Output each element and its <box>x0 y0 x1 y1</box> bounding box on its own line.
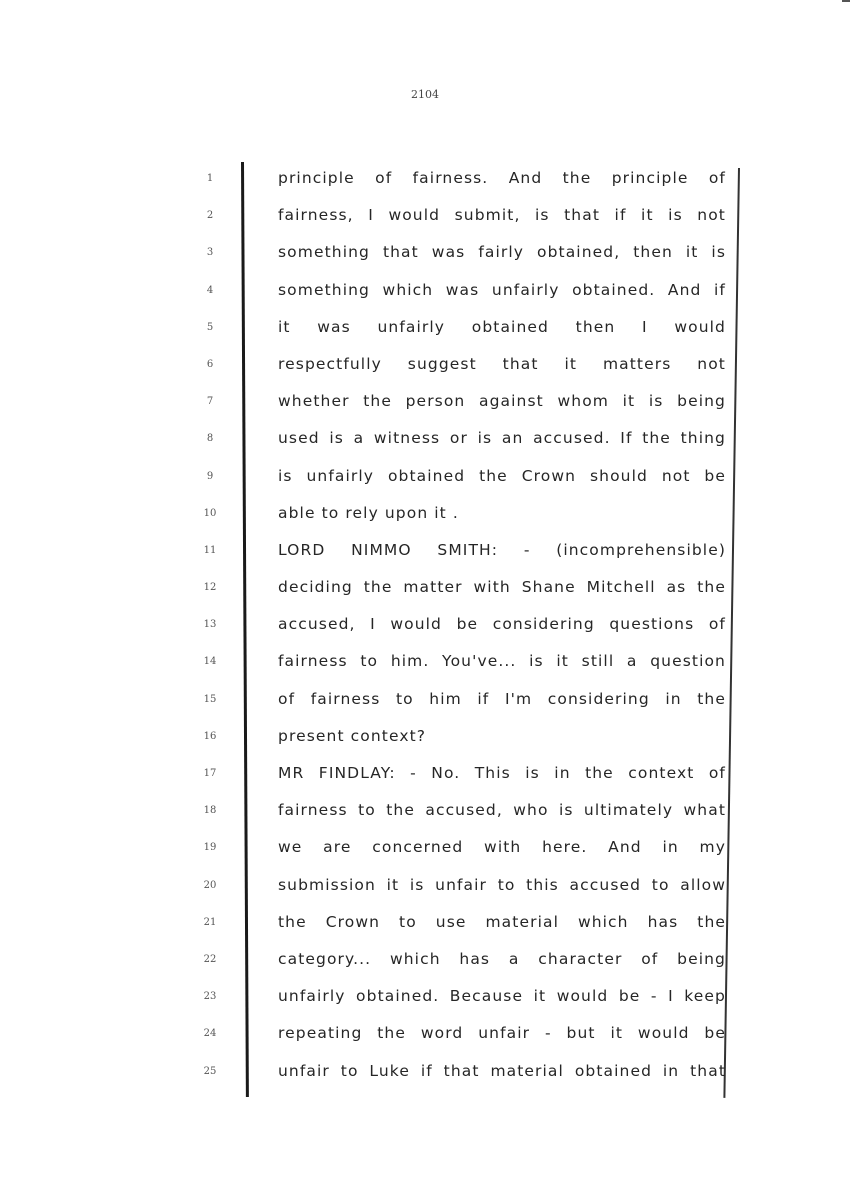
scan-corner-mark <box>842 0 850 2</box>
transcript-line: of fairness to him if I'm considering in the <box>278 689 726 708</box>
line-number: 24 <box>203 1028 217 1040</box>
transcript-line: we are concerned with here. And in my <box>278 838 726 857</box>
line-number: 13 <box>203 619 217 631</box>
line-number-column <box>190 160 230 1090</box>
line-number: 1 <box>206 173 214 184</box>
transcript-line: deciding the matter with Shane Mitchell as the <box>278 578 726 597</box>
line-number: 23 <box>203 991 217 1003</box>
line-number: 11 <box>203 544 217 556</box>
transcript-line: whether the person against whom it is being <box>278 392 726 411</box>
line-number: 20 <box>203 879 217 891</box>
transcript-line: respectfully suggest that it matters not <box>278 354 726 373</box>
transcript-line: able to rely upon it . <box>278 503 459 522</box>
transcript-line: fairness to him. You've... is it still a question <box>278 652 726 671</box>
transcript-line: present context? <box>278 726 427 745</box>
line-number: 9 <box>206 470 214 482</box>
transcript-line: something which was unfairly obtained. And if <box>278 280 726 299</box>
line-number: 3 <box>206 247 214 259</box>
transcript-line: LORD NIMMO SMITH: - (incomprehensible) <box>278 540 726 559</box>
line-number: 7 <box>206 396 214 408</box>
line-number: 17 <box>203 768 217 779</box>
line-number: 12 <box>203 582 217 594</box>
line-number: 16 <box>203 730 217 742</box>
line-number: 14 <box>203 656 217 668</box>
transcript-line: something that was fairly obtained, then it is <box>278 243 726 262</box>
line-number: 22 <box>203 953 217 965</box>
line-number: 5 <box>206 321 214 333</box>
line-number: 6 <box>206 358 214 370</box>
line-number: 2 <box>206 210 214 222</box>
page-number: 2104 <box>411 88 439 101</box>
transcript-body <box>278 160 726 1090</box>
left-margin-rule <box>241 162 249 1097</box>
line-number: 8 <box>206 433 214 445</box>
transcript-line: MR FINDLAY: - No. This is in the context of <box>278 764 726 782</box>
transcript-line: category... which has a character of being <box>278 949 726 968</box>
transcript-line: accused, I would be considering questions of <box>278 615 726 634</box>
line-number: 10 <box>203 507 217 519</box>
transcript-line: submission it is unfair to this accused to allow <box>278 875 726 894</box>
transcript-line: is unfairly obtained the Crown should not be <box>278 466 726 485</box>
line-number: 19 <box>203 842 217 854</box>
transcript-line: the Crown to use material which has the <box>278 912 726 931</box>
transcript-line: repeating the word unfair - but it would be <box>278 1024 726 1043</box>
transcript-line: fairness to the accused, who is ultimately what <box>278 801 726 820</box>
transcript-line: unfairly obtained. Because it would be - I keep <box>278 987 726 1006</box>
transcript-line: unfair to Luke if that material obtained in that <box>278 1061 726 1080</box>
transcript-line: used is a witness or is an accused. If the thing <box>278 429 726 448</box>
transcript-line: fairness, I would submit, is that if it is not <box>278 206 726 225</box>
line-number: 4 <box>206 284 214 296</box>
transcript-line: it was unfairly obtained then I would <box>278 317 726 336</box>
line-number: 15 <box>203 693 217 705</box>
transcript-line: principle of fairness. And the principle of <box>278 169 726 187</box>
line-number: 21 <box>203 916 217 928</box>
line-number: 25 <box>203 1065 217 1077</box>
line-number: 18 <box>203 805 217 817</box>
